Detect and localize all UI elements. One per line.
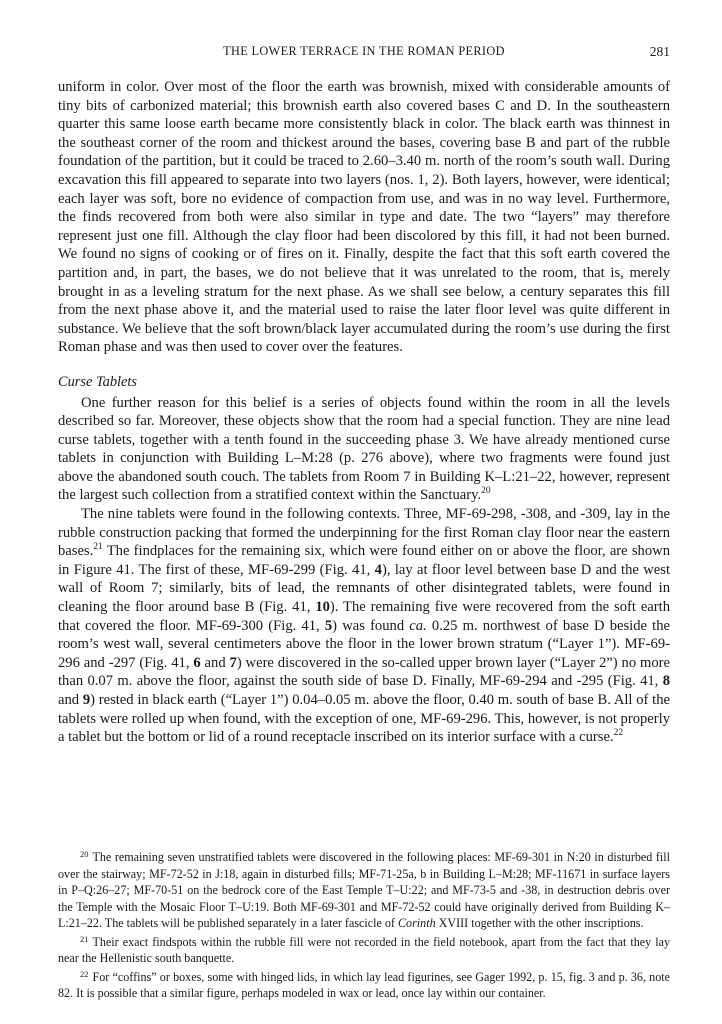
paragraph-text: and bbox=[200, 654, 230, 671]
running-title: THE LOWER TERRACE IN THE ROMAN PERIOD bbox=[223, 44, 505, 58]
paragraph-text: and bbox=[58, 692, 83, 708]
figure-ref-bold: 7 bbox=[229, 654, 237, 671]
footnote-20 bbox=[58, 849, 670, 932]
figure-ref-bold: 6 bbox=[193, 654, 201, 671]
footnote-italic-title: Corinth bbox=[397, 916, 436, 930]
footnote-22 bbox=[58, 969, 670, 1002]
footnotes bbox=[58, 849, 670, 1004]
figure-ref-bold: 4 bbox=[374, 561, 382, 578]
figure-ref-bold: 5 bbox=[324, 617, 333, 634]
paragraph-text: The nine tablets were found in the following contexts. Three, MF-69-298, -308, and -309, lay in the rubble construction packing that formed the underpinning for the first Roman clay floor near the eastern bases. bbox=[58, 506, 670, 560]
footnote-ref-21[interactable]: 21 bbox=[93, 542, 103, 553]
footnote-text: The remaining seven unstratified tablets were discovered in the following places: MF-69-301 in N:20 in disturbed fill over the stairway; MF-72-52 in J:18, again in disturbed fills; MF-71-25a, b in Building L–M:28; MF-11671 in surface layers in P–Q:26–27; MF-70-51 on the bedrock core of the East Temple T–U:22; and MF-73-5 and -38, in destruction debris over the Temple with the Mosaic Floor T–U:19. Both MF-69-301 and MF-72-52 could have originally derived from Building K–L:21–22. The tablets will be published separately in a later fascicle of bbox=[58, 850, 670, 930]
paragraph-continued: uniform in color. Over most of the floor the earth was brownish, mixed with considerable amounts of tiny bits of carbonized material; this brownish earth also covered bases C and D. In the southeastern quarter this same loose earth became more consistently black in color. The black earth was thinnest in the southeast corner of the room and thickest around the bases, covering base B and part of the rubble foundation of the partition, but it could be traced to 2.60–3.40 m. north of the room’s south wall. During excavation this fill appeared to separate into two layers (nos. 1, 2). Both layers, however, were identical; each layer was soft, bore no evidence of compaction from use, and was in no way level. Furthermore, the finds recovered from both were also similar in type and date. The two “layers” may therefore represent just one fill. Although the clay floor had been discolored by this fill, it had not been burned. We found no signs of cooking or of fires on it. Finally, despite the fact that this soft earth covered the partition and, in part, the bases, we do not believe that it was unrelated to the room, that is, merely brought in as a leveling stratum for the next phase. As we shall see below, a century separates this fill from the next phase above it, and the material used to raise the later floor level was quite different in substance. We believe that the soft brown/black layer accumulated during the room’s use during the first Roman phase and was then used to cover over the features. bbox=[58, 79, 670, 356]
paragraph-text: ) rested in black earth (“Layer 1”) 0.04–0.05 m. above the floor, 0.40 m. south of base B. All of the tablets were rolled up when found, with the exception of one, MF-69-296. This, however, is not properly a tablet but the bottom or lid of a round receptacle inscribed on its interior surface with a curse. bbox=[58, 692, 670, 746]
paragraph-text: ), lay at floor level between base D and the west wall of Room 7; similarly, bits of lead, the remnants of other disintegrated tablets, were found in cleaning the floor around base B (Fig. 41, bbox=[58, 561, 671, 616]
footnote-number: 21 bbox=[80, 933, 89, 944]
abbreviation-circa: ca. bbox=[409, 617, 427, 634]
figure-ref-bold: 10 bbox=[315, 599, 330, 616]
running-head bbox=[58, 44, 670, 64]
paragraph-text: 0.25 m. northwest of base D beside the room’s west wall, several centimeters above the floor in the lower brown stratum (“Layer 1”). MF-69-296 and -297 (Fig. 41, bbox=[58, 617, 670, 671]
footnote-text: Their exact findspots within the rubble fill were not recorded in the field notebook, apart from the fact that they lay near the Hellenistic south banquette. bbox=[58, 934, 670, 965]
footnote-ref-20[interactable]: 20 bbox=[481, 486, 491, 497]
section-heading: Curse Tablets bbox=[58, 373, 138, 390]
footnote-ref-22[interactable]: 22 bbox=[613, 728, 624, 739]
figure-ref-bold: 9 bbox=[82, 692, 91, 708]
footnote-text: For “coffins” or boxes, some with hinged lids, in which lay lead figurines, see Gager 1992, p. 15, fig. 3 and p. 36, note 82. It is possible that a similar figure, perhaps modeled in wax or lead, once lay within our container. bbox=[58, 969, 670, 1000]
footnote-text: XVIII together with the other inscriptions. bbox=[435, 916, 644, 930]
paragraph-text: One further reason for this belief is a series of objects found within the room in all the levels described so far. Moreover, these objects show that the room had a special function. They are nine lead curse tablets, together with a tenth found in the succeeding phase 3. We have already mentioned curse tablets in conjunction with Building L–M:28 (p. 276 above), where two fragments were found just above the abandoned south couch. The tablets from Room 7 in Building K–L:21–22, however, represent the largest such collection from a stratified context within the Sanctuary. bbox=[58, 394, 670, 504]
paragraph-contexts bbox=[58, 505, 670, 747]
paragraph-text: ). The remaining five were recovered from the soft earth that covered the floor. MF-69-300 (Fig. 41, bbox=[58, 599, 670, 634]
paragraph-text: ) was found bbox=[332, 617, 410, 634]
paragraph-curse-tablets-intro bbox=[58, 394, 670, 506]
body-text bbox=[58, 78, 670, 747]
page-number: 281 bbox=[649, 44, 670, 59]
figure-ref-bold: 8 bbox=[662, 673, 670, 690]
paragraph-text: The findplaces for the remaining six, which were found either on or above the floor, are shown in Figure 41. The first of these, MF-69-299 (Fig. 41, bbox=[58, 543, 670, 578]
footnote-number: 22 bbox=[80, 968, 89, 979]
footnote-21 bbox=[58, 934, 670, 967]
paragraph-text: ) were discovered in the so-called upper brown layer (“Layer 2”) no more than 0.07 m. above the floor, against the south side of base D. Finally, MF-69-294 and -295 (Fig. 41, bbox=[58, 654, 670, 690]
footnote-number: 20 bbox=[80, 849, 89, 859]
